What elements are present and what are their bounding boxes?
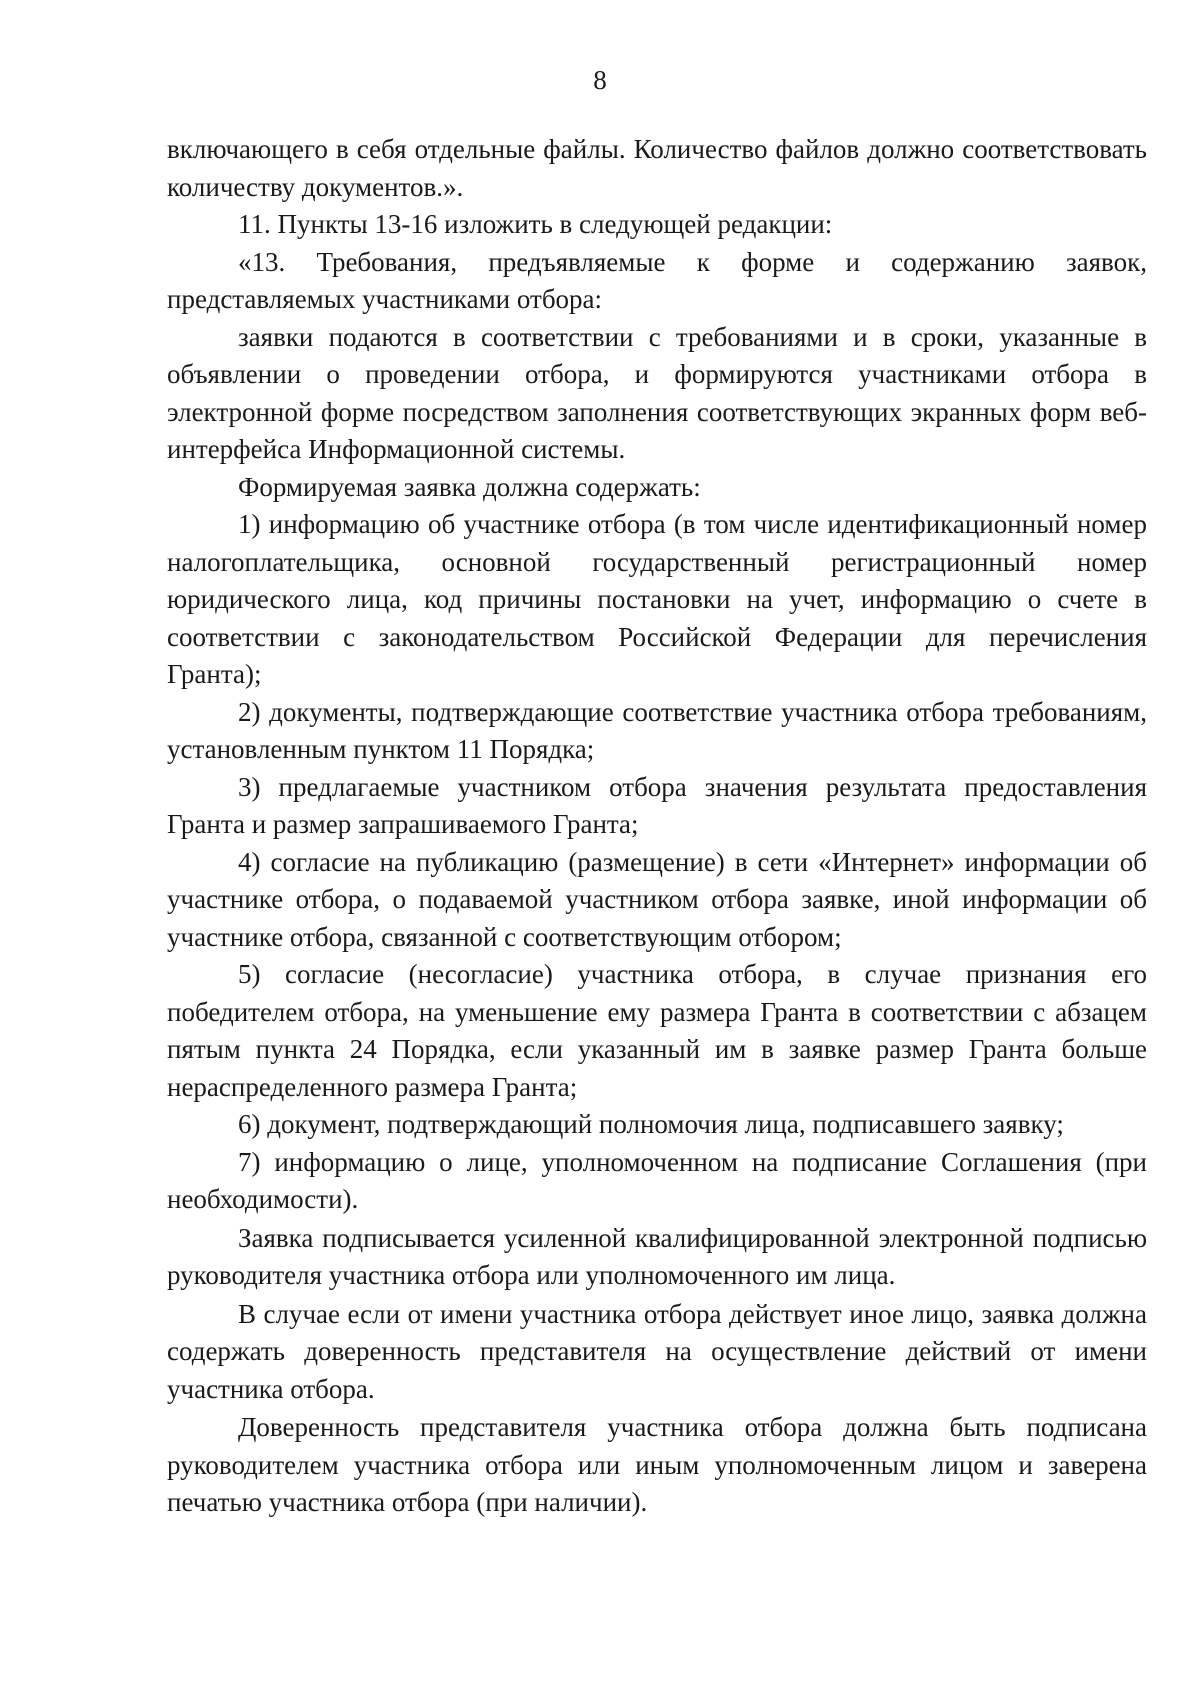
paragraph-submission: заявки подаются в соответствии с требованиями и в сроки, указанные в объявлении о проведении отбора, и формируются участниками отбора в электронной форме посредством заполнения соответствующих экранных форм веб-интерфейса Информационной системы. <box>167 321 1147 464</box>
paragraph-item-11: 11. Пункты 13-16 изложить в следующей редакции: <box>238 209 833 239</box>
paragraph-representative: В случае если от имени участника отбора действует иное лицо, заявка должна содержать доверенность представителя на осуществление действий от имени участника отбора. <box>167 1298 1147 1404</box>
list-item-4: 4) согласие на публикацию (размещение) в сети «Интернет» информации об участнике отбора, о подаваемой участником отбора заявке, иной информации об участнике отбора, связанной с соответствующим отбором; <box>167 846 1147 952</box>
page-number: 8 <box>593 65 607 95</box>
paragraph-signature: Заявка подписывается усиленной квалифицированной электронной подписью руководителя участника отбора или уполномоченного им лица. <box>167 1222 1147 1290</box>
list-item-3: 3) предлагаемые участником отбора значения результата предоставления Гранта и размер запрашиваемого Гранта; <box>167 771 1147 839</box>
document-body <box>167 131 1147 1522</box>
paragraph-power-of-attorney: Доверенность представителя участника отбора должна быть подписана руководителем участника отбора или иным уполномоченным лицом и заверена печатью участника отбора (при наличии). <box>167 1412 1147 1517</box>
list-item-6: 6) документ, подтверждающий полномочия лица, подписавшего заявку; <box>238 1109 1064 1139</box>
paragraph-continuation: включающего в себя отдельные файлы. Количество файлов должно соответствовать количеству документов.». <box>167 134 1147 202</box>
paragraph-contents-intro: Формируемая заявка должна содержать: <box>238 471 701 502</box>
list-item-2: 2) документы, подтверждающие соответствие участника отбора требованиям, установленным пунктом 11 Порядка; <box>167 696 1147 764</box>
paragraph-item-13: «13. Требования, предъявляемые к форме и содержанию заявок, представляемых участниками отбора: <box>167 246 1147 314</box>
list-item-7: 7) информацию о лице, уполномоченном на подписание Соглашения (при необходимости). <box>167 1146 1147 1214</box>
list-item-5: 5) согласие (несогласие) участника отбора, в случае признания его победителем отбора, на уменьшение ему размера Гранта в соответствии с абзацем пятым пункта 24 Порядка, если указанный им в заявке размер Гранта больше нераспределенного размера Гранта; <box>167 959 1147 1102</box>
list-item-1: 1) информацию об участнике отбора (в том числе идентификационный номер налогоплательщика, основной государственный регистрационный номер юридического лица, код причины постановки на учет, информацию о счете в соответствии с законодательством Российской Федерации для перечисления Гранта); <box>167 509 1147 689</box>
